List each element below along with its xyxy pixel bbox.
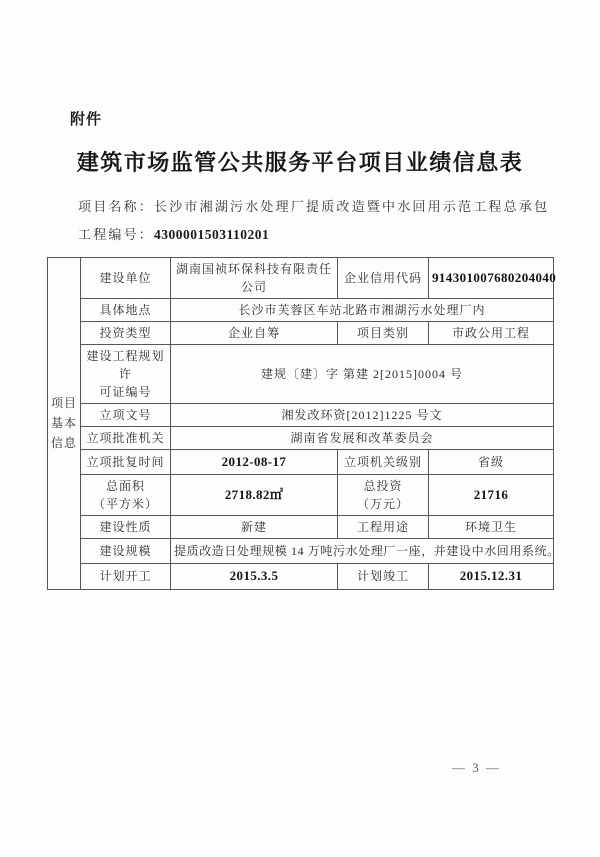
field-label-cell: 投资类型 [81,322,171,345]
field-value-cell: 湖南国祯环保科技有限责任公司 [171,258,338,299]
project-info-table [47,257,560,590]
table-row [48,404,554,427]
field-label-cell: 建设工程规划许 可证编号 [81,345,171,404]
table-row [48,427,554,450]
project-code-label: 工程编号： [78,227,155,242]
field-value-cell: 2015.12.31 [429,563,554,589]
field-value-cell: 环境卫生 [429,515,554,538]
project-name-label: 项目名称： [78,199,155,214]
field-label-cell: 总面积 （平方米） [81,474,171,515]
field-value-cell: 2015.3.5 [171,563,338,589]
table-row [48,345,554,404]
field-label-cell: 立项批复时间 [81,450,171,475]
field-value-cell: 新建 [171,515,338,538]
field-label-cell: 具体地点 [81,299,171,322]
field-value-cell: 21716 [429,474,554,515]
field-label-cell: 总投资 （万元） [338,474,429,515]
table-row [48,450,554,475]
project-name-line [78,196,549,215]
project-code-value: 4300001503110201 [154,227,270,242]
field-label-cell: 计划竣工 [338,563,429,589]
table-row [48,258,554,299]
field-label-cell: 计划开工 [81,563,171,589]
field-value-cell: 湖南省发展和改革委员会 [171,427,554,450]
field-label-cell: 项目类别 [338,322,429,345]
field-value-cell: 企业自筹 [171,322,338,345]
field-label-cell: 工程用途 [338,515,429,538]
field-label-cell: 建设单位 [81,258,171,299]
field-value-cell: 建规〔建〕字 第建 2[2015]0004 号 [171,345,554,404]
field-value-cell: 2012-08-17 [171,450,338,475]
table-row [48,299,554,322]
field-value-cell: 市政公用工程 [429,322,554,345]
attachment-label: 附件 [70,111,103,128]
document-title: 建筑市场监管公共服务平台项目业绩信息表 [76,150,524,175]
field-value-cell: 省级 [429,450,554,475]
section-label-cell: 项目 基本 信息 [48,258,81,590]
page-number: — 3 — [452,760,501,775]
field-label-cell: 建设规模 [81,538,171,563]
field-label-cell: 建设性质 [81,515,171,538]
field-label-cell: 立项机关级别 [338,450,429,475]
table-row [48,515,554,538]
project-name-value: 长沙市湘湖污水处理厂提质改造暨中水回用示范工程总承包 [154,199,550,214]
field-label-cell: 立项文号 [81,404,171,427]
table-row [48,474,554,515]
field-value-cell: 2718.82㎡ [171,474,338,515]
table-row [48,538,554,563]
table-row [48,563,554,589]
field-value-cell: 湘发改环资[2012]1225 号文 [171,404,554,427]
field-value-cell: 长沙市芙蓉区车站北路市湘湖污水处理厂内 [171,299,554,322]
field-label-cell: 企业信用代码 [338,258,429,299]
table-row [48,322,554,345]
field-label-cell: 立项批准机关 [81,427,171,450]
project-code-line [78,224,269,243]
field-value-cell: 提质改造日处理规模 14 万吨污水处理厂一座，并建设中水回用系统。 [171,538,554,563]
field-value-cell: 914301007680204040 [429,258,554,299]
